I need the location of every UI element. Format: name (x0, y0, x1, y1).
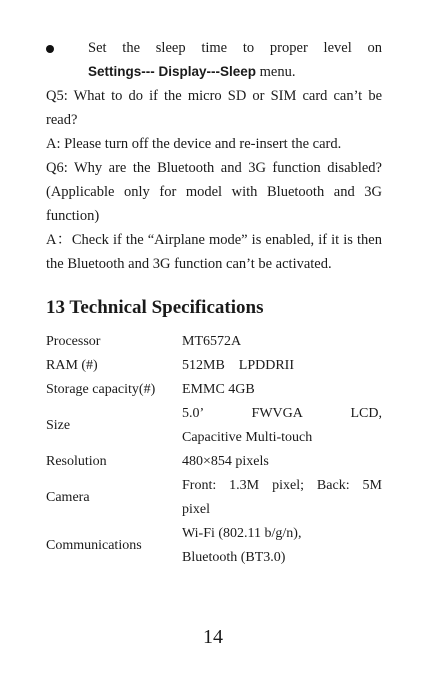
manual-page (46, 36, 382, 570)
settings-path: Settings--- Display---Sleep (88, 64, 257, 79)
spec-label: Size (46, 418, 71, 433)
spec-label: Storage capacity(#) (46, 382, 156, 397)
bullet-dot-icon (46, 45, 54, 53)
spec-value-line1: 5.0’ FWVGA LCD, (182, 406, 382, 421)
page-number: 14 (203, 626, 223, 648)
spec-row-ram (46, 354, 382, 378)
spec-value-line2: Capacitive Multi-touch (182, 430, 313, 445)
sleep-tip-line: Set the sleep time to proper level on (88, 40, 382, 56)
spec-label: Processor (46, 334, 101, 349)
spec-label: RAM (#) (46, 358, 98, 373)
spec-value (182, 402, 382, 450)
spec-row-camera (46, 474, 382, 522)
spec-row-communications (46, 522, 382, 570)
spec-value-line1: Wi-Fi (802.11 b/g/n), (182, 526, 302, 541)
sleep-tip-bullet (46, 36, 382, 84)
spec-table (46, 330, 382, 570)
sleep-tip-path-line (88, 60, 382, 84)
faq-answer-q6: A：Check if the “Airplane mode” is enabled, if it is then the Bluetooth and 3G function can’t be activated. (46, 232, 382, 272)
sleep-tip-suffix: menu. (256, 64, 296, 80)
spec-value: EMMC 4GB (182, 382, 255, 397)
spec-value-line1: Front: 1.3M pixel; Back: 5M (182, 478, 382, 493)
spec-row-storage (46, 378, 382, 402)
spec-label: Communications (46, 538, 142, 553)
faq-question-q5: Q5: What to do if the micro SD or SIM card can’t be read? (46, 88, 382, 128)
spec-value-text: 512MB LPDDRII (182, 358, 295, 373)
section-heading: 13 Technical Specifications (46, 297, 264, 318)
spec-value (182, 474, 382, 522)
spec-row-resolution (46, 450, 382, 474)
spec-row-processor (46, 330, 382, 354)
spec-value-line2: pixel (182, 502, 210, 517)
spec-value (182, 522, 382, 570)
faq-question-q6: Q6: Why are the Bluetooth and 3G function disabled? (Applicable only for model with Bluetooth and 3G function) (46, 160, 382, 224)
spec-value-line2: Bluetooth (BT3.0) (182, 550, 286, 565)
spec-value: 480×854 pixels (182, 454, 269, 469)
spec-row-size (46, 402, 382, 450)
spec-label: Camera (46, 490, 90, 505)
faq-answer-q5: A: Please turn off the device and re-insert the card. (46, 136, 342, 152)
spec-label: Resolution (46, 454, 107, 469)
spec-value: MT6572A (182, 334, 242, 349)
spec-value (182, 354, 382, 378)
